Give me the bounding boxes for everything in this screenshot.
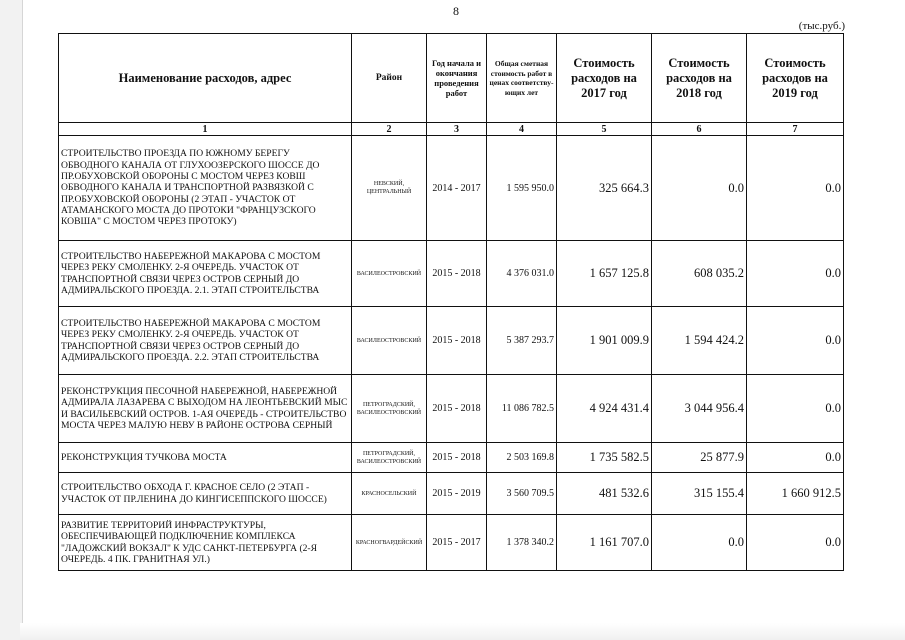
column-number: 2 xyxy=(352,123,427,136)
table-row xyxy=(59,241,844,307)
cost-2018: 315 155.4 xyxy=(652,473,747,515)
cost-2018: 0.0 xyxy=(652,515,747,571)
cost-2018: 3 044 956.4 xyxy=(652,375,747,443)
cost-2019: 0.0 xyxy=(747,241,844,307)
district: КРАСНОГВАРДЕЙСКИЙ xyxy=(352,515,427,571)
header-total: Общая сметная стоимость работ в ценах соответству-ющих лет xyxy=(487,34,557,123)
cost-2019: 0.0 xyxy=(747,375,844,443)
total-cost: 1 595 950.0 xyxy=(487,136,557,241)
header-cost-2018: Стоимость расходов на 2018 год xyxy=(652,34,747,123)
table-row xyxy=(59,375,844,443)
cost-2019: 0.0 xyxy=(747,136,844,241)
cost-2019: 0.0 xyxy=(747,443,844,473)
expense-name: СТРОИТЕЛЬСТВО НАБЕРЕЖНОЙ МАКАРОВА С МОСТОМ ЧЕРЕЗ РЕКУ СМОЛЕНКУ. 2-Я ОЧЕРЕДЬ. УЧАСТОК ОТ ТРАНСПОРТНОЙ СВЯЗИ ЧЕРЕЗ ОСТРОВ СЕРНЫЙ ДО АДМИРАЛЬСКОГО ПРОЕЗДА. 2.2. ЭТАП СТРОИТЕЛЬСТВА xyxy=(59,307,352,375)
scan-bottom-edge xyxy=(20,623,905,640)
table-row xyxy=(59,136,844,241)
period: 2015 - 2018 xyxy=(427,375,487,443)
header-row xyxy=(59,34,844,123)
table-row xyxy=(59,473,844,515)
header-period: Год начала и окончания проведения работ xyxy=(427,34,487,123)
cost-2017: 4 924 431.4 xyxy=(557,375,652,443)
district: ВАСИЛЕОСТРОВСКИЙ xyxy=(352,307,427,375)
expense-name: РЕКОНСТРУКЦИЯ ТУЧКОВА МОСТА xyxy=(59,443,352,473)
district: КРАСНОСЕЛЬСКИЙ xyxy=(352,473,427,515)
cost-2017: 481 532.6 xyxy=(557,473,652,515)
expenses-table xyxy=(58,33,844,571)
expense-name: СТРОИТЕЛЬСТВО ОБХОДА Г. КРАСНОЕ СЕЛО (2 ЭТАП - УЧАСТОК ОТ ПР.ЛЕНИНА ДО КИНГИСЕППСКОГО ШОССЕ) xyxy=(59,473,352,515)
cost-2018: 25 877.9 xyxy=(652,443,747,473)
period: 2015 - 2019 xyxy=(427,473,487,515)
period: 2015 - 2017 xyxy=(427,515,487,571)
total-cost: 4 376 031.0 xyxy=(487,241,557,307)
column-number: 1 xyxy=(59,123,352,136)
period: 2014 - 2017 xyxy=(427,136,487,241)
header-cost-2017: Стоимость расходов на 2017 год xyxy=(557,34,652,123)
unit-label: (тыс.руб.) xyxy=(798,20,845,32)
period: 2015 - 2018 xyxy=(427,241,487,307)
cost-2017: 1 901 009.9 xyxy=(557,307,652,375)
expense-name: РАЗВИТИЕ ТЕРРИТОРИЙ ИНФРАСТРУКТУРЫ, ОБЕСПЕЧИВАЮЩЕЙ ПОДКЛЮЧЕНИЕ КОМПЛЕКСА "ЛАДОЖСКИЙ ВОКЗАЛ" К УДС САНКТ-ПЕТЕРБУРГА (2-Я ОЧЕРЕДЬ. 4 ПК. ГРАНИТНАЯ УЛ.) xyxy=(59,515,352,571)
cost-2018: 608 035.2 xyxy=(652,241,747,307)
column-number: 6 xyxy=(652,123,747,136)
header-cost-2019: Стоимость расходов на 2019 год xyxy=(747,34,844,123)
header-name: Наименование расходов, адрес xyxy=(59,34,352,123)
district: ПЕТРОГРАДСКИЙ, ВАСИЛЕОСТРОВСКИЙ xyxy=(352,375,427,443)
total-cost: 5 387 293.7 xyxy=(487,307,557,375)
cost-2017: 1 657 125.8 xyxy=(557,241,652,307)
column-number-row xyxy=(59,123,844,136)
cost-2017: 325 664.3 xyxy=(557,136,652,241)
cost-2019: 0.0 xyxy=(747,515,844,571)
district: ВАСИЛЕОСТРОВСКИЙ xyxy=(352,241,427,307)
cost-2019: 1 660 912.5 xyxy=(747,473,844,515)
scan-left-edge xyxy=(0,0,23,640)
cost-2019: 0.0 xyxy=(747,307,844,375)
column-number: 7 xyxy=(747,123,844,136)
cost-2017: 1 161 707.0 xyxy=(557,515,652,571)
expense-name: РЕКОНСТРУКЦИЯ ПЕСОЧНОЙ НАБЕРЕЖНОЙ, НАБЕРЕЖНОЙ АДМИРАЛА ЛАЗАРЕВА С ВЫХОДОМ НА ЛЕОНТЬЕВСКИЙ МЫС И ВАСИЛЬЕВСКИЙ ОСТРОВ. 1-АЯ ОЧЕРЕДЬ - СТРОИТЕЛЬСТВО МОСТА ЧЕРЕЗ МАЛУЮ НЕВУ В РАЙОНЕ ОСТРОВА СЕРНЫЙ xyxy=(59,375,352,443)
column-number: 4 xyxy=(487,123,557,136)
cost-2018: 0.0 xyxy=(652,136,747,241)
table-row xyxy=(59,443,844,473)
total-cost: 1 378 340.2 xyxy=(487,515,557,571)
cost-2018: 1 594 424.2 xyxy=(652,307,747,375)
expense-name: СТРОИТЕЛЬСТВО НАБЕРЕЖНОЙ МАКАРОВА С МОСТОМ ЧЕРЕЗ РЕКУ СМОЛЕНКУ. 2-Я ОЧЕРЕДЬ. УЧАСТОК ОТ ТРАНСПОРТНОЙ СВЯЗИ ЧЕРЕЗ ОСТРОВ СЕРНЫЙ ДО АДМИРАЛЬСКОГО ПРОЕЗДА. 2.1. ЭТАП СТРОИТЕЛЬСТВА xyxy=(59,241,352,307)
total-cost: 11 086 782.5 xyxy=(487,375,557,443)
header-district: Район xyxy=(352,34,427,123)
column-number: 3 xyxy=(427,123,487,136)
district: ПЕТРОГРАДСКИЙ, ВАСИЛЕОСТРОВСКИЙ xyxy=(352,443,427,473)
cost-2017: 1 735 582.5 xyxy=(557,443,652,473)
period: 2015 - 2018 xyxy=(427,443,487,473)
page-number: 8 xyxy=(453,4,459,18)
period: 2015 - 2018 xyxy=(427,307,487,375)
column-number: 5 xyxy=(557,123,652,136)
total-cost: 3 560 709.5 xyxy=(487,473,557,515)
table-row xyxy=(59,307,844,375)
table-row xyxy=(59,515,844,571)
total-cost: 2 503 169.8 xyxy=(487,443,557,473)
district: НЕВСКИЙ, ЦЕНТРАЛЬНЫЙ xyxy=(352,136,427,241)
expense-name: СТРОИТЕЛЬСТВО ПРОЕЗДА ПО ЮЖНОМУ БЕРЕГУ ОБВОДНОГО КАНАЛА ОТ ГЛУХООЗЕРСКОГО ШОССЕ ДО ПР.ОБУХОВСКОЙ ОБОРОНЫ С МОСТОМ ЧЕРЕЗ КОВШ ОБВОДНОГО КАНАЛА И ТРАНСПОРТНОЙ РАЗВЯЗКОЙ С ПР.ОБУХОВСКОЙ ОБОРОНЫ (2 ЭТАП - УЧАСТОК ОТ АТАМАНСКОГО МОСТА ДО ПРОТОКИ "ФРАНЦУЗСКОГО КОВША" С МОСТОМ ЧЕРЕЗ ПРОТОКУ) xyxy=(59,136,352,241)
